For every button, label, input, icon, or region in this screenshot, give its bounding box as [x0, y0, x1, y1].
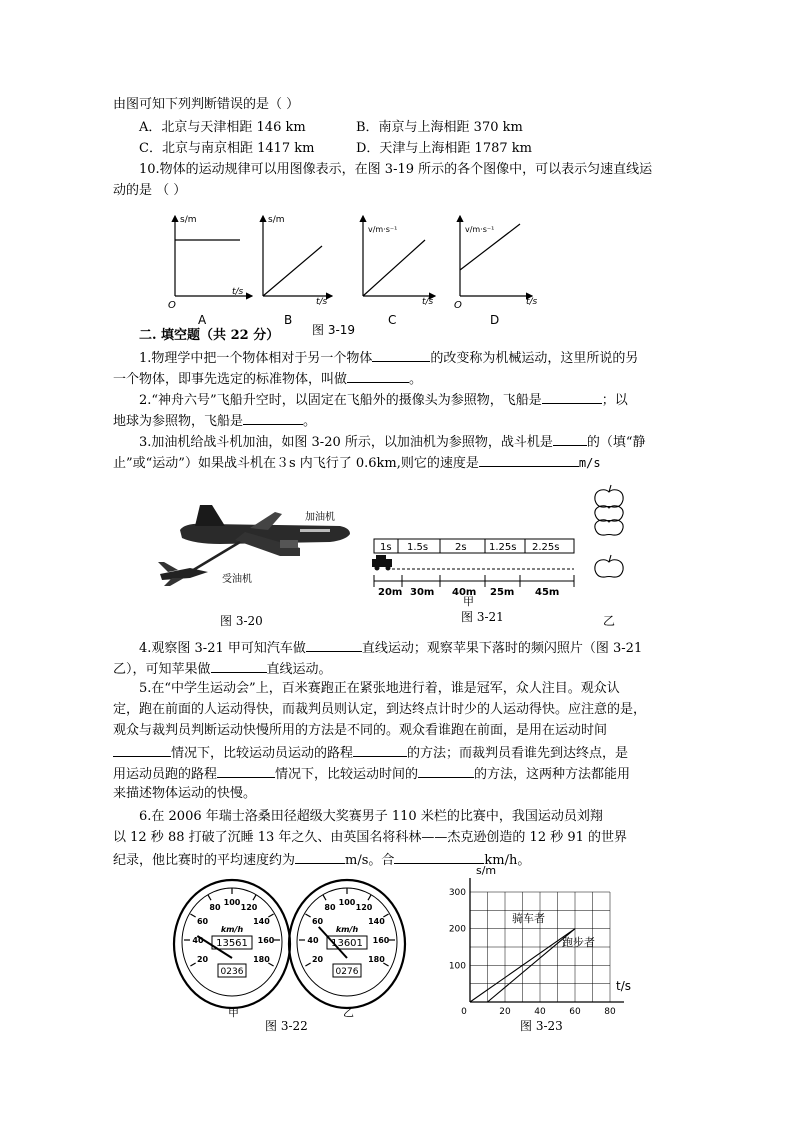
x-tick-label: 60: [569, 1007, 581, 1017]
q3-text-c: 止”或“运动”）如果战斗机在３s 内飞行了 0.6km,则它的速度是: [113, 456, 479, 471]
q2-text-a: 2.“神舟六号”飞船升空时，以固定在飞船外的摄像头为参照物，飞船是: [139, 393, 542, 408]
q5-text-4b: 的方法；而裁判员看谁先到达终点，是: [407, 746, 629, 761]
q5-line1: 5.在“中学生运动会”上，百米赛跑正在紧张地进行着，谁是冠军，众人注目。观众认: [139, 681, 620, 696]
y-tick-label: 300: [448, 888, 466, 898]
figure-3-22-caption: 图 3-22: [265, 1019, 308, 1033]
gauge-tick-label: 120: [355, 903, 373, 913]
gauge-tick-label: 120: [240, 903, 258, 913]
q3-text-a: 3.加油机给战斗机加油，如图 3-20 所示，以加油机为参照物，战斗机是: [139, 435, 553, 450]
q5-blank-2[interactable]: [353, 742, 407, 757]
q9-stem: 由图可知下列判断错误的是（ ）: [113, 97, 300, 112]
gauge-tick-label: 80: [209, 903, 221, 913]
q5-blank-4[interactable]: [418, 763, 474, 778]
q6-blank-1[interactable]: [295, 849, 345, 864]
gauge-unit: km/h: [335, 925, 359, 934]
gauge-tick-label: 100: [338, 898, 356, 907]
graph-d-xlabel: t/s: [526, 297, 538, 307]
gauge-tick-label: 180: [368, 955, 385, 964]
q9-option-b: B．南京与上海相距 370 km: [356, 120, 523, 135]
time-label: 1.5s: [407, 542, 429, 553]
q1-text-a: 1.物理学中把一个物体相对于另一个物体: [139, 351, 373, 366]
receiver-label: 受油机: [222, 574, 252, 585]
q5-text-5c: 的方法，这两种方法都能用: [474, 767, 631, 782]
graph-b-letter: B: [284, 313, 293, 327]
gauge-tick-label: 20: [311, 955, 324, 964]
gauge-tick-label: 20: [196, 955, 209, 964]
speedometer-b: [289, 880, 405, 1008]
graph-b-xlabel: t/s: [316, 297, 328, 307]
figure-3-21-sub-b: 乙: [603, 614, 616, 628]
q5-text-5a: 用运动员跑的路程: [113, 767, 218, 782]
gauge-tick-label: 40: [307, 936, 319, 945]
q3-line2: [113, 452, 601, 474]
apple-icon: [595, 520, 623, 535]
chart-y-axis-label: s/m: [476, 864, 497, 877]
origin-label: 0: [461, 1007, 467, 1017]
time-bar: [374, 539, 574, 553]
graph-a-ylabel: s/m: [180, 215, 197, 225]
q4-text-d: 直线运动。: [266, 662, 332, 677]
x-tick-label: 40: [534, 1007, 546, 1017]
figure-3-23: [430, 862, 650, 1022]
q1-text-c: 一个物体，即事先选定的标准物体，叫做: [113, 372, 348, 387]
graph-b: [263, 215, 332, 327]
q5-line6: 来描述物体运动的快慢。: [113, 786, 257, 801]
gauge-tick: [208, 895, 211, 900]
graph-c-ylabel: v/m·s⁻¹: [368, 225, 398, 234]
graph-c-letter: C: [388, 313, 397, 327]
gauge-tick-label: 80: [324, 903, 336, 913]
gauge-tick-label: 40: [192, 936, 204, 945]
graph-a-xlabel: t/s: [232, 287, 244, 297]
time-label: 2.25s: [532, 542, 560, 553]
q1-line1: [139, 347, 638, 369]
q3-blank-2[interactable]: [479, 452, 579, 467]
gauge-tick: [190, 963, 195, 966]
q1-blank-2[interactable]: [347, 368, 409, 383]
gauge-tick: [368, 895, 371, 900]
q4-text-a: 4.观察图 3-21 甲可知汽车做: [139, 641, 306, 656]
graph-a-origin: O: [168, 300, 176, 311]
speedometer-a-label: 甲: [228, 1006, 239, 1018]
graph-d: [454, 216, 538, 327]
graph-b-ylabel: s/m: [268, 215, 285, 225]
q6-text-3b: m/s。合: [345, 853, 395, 868]
q2-text-d: 。: [303, 414, 317, 429]
distance-label: 45m: [535, 587, 560, 598]
q3-text-d: m/s: [578, 456, 601, 470]
gauge-tick: [305, 963, 310, 966]
gauge-tick: [305, 914, 310, 917]
figure-3-20-caption: 图 3-20: [220, 614, 263, 628]
figure-3-21-caption: 图 3-21: [461, 610, 504, 624]
chart-grid: [470, 878, 624, 1002]
q10-line2: 动的是 （ ）: [113, 183, 187, 198]
q9-option-a: A．北京与天津相距 146 km: [139, 120, 306, 135]
time-label: 2s: [455, 542, 467, 553]
y-tick-label: 200: [448, 924, 466, 935]
q5-line2: 定，跑在前面的人运动得快，而裁判员则认定，到达终点计时少的人运动得快。应注意的是，: [113, 702, 647, 717]
q4-line2: [113, 658, 332, 680]
graph-a: [168, 215, 252, 327]
chart-ticks: [449, 888, 616, 1017]
graph-d-origin: O: [454, 300, 462, 311]
q5-text-4a: 情况下，比较运动员运动的路程: [171, 746, 354, 761]
gauge-tick: [190, 914, 195, 917]
trip-reading: 0236: [220, 967, 244, 977]
graph-d-letter: D: [490, 313, 500, 327]
gauge-tick: [323, 895, 326, 900]
gauge-tick-label: 160: [372, 936, 390, 945]
x-tick-label: 80: [604, 1007, 616, 1017]
q6-text-3c: km/h。: [484, 853, 531, 868]
chart-x-axis-label: t/s: [616, 979, 631, 993]
distance-label: 25m: [490, 587, 515, 598]
gauge-tick-label: 60: [311, 917, 324, 926]
q3-blank-1[interactable]: [553, 431, 587, 446]
q5-blank-3[interactable]: [217, 763, 275, 778]
figure-3-19-caption: 图 3-19: [312, 323, 356, 337]
graph-c: [363, 216, 435, 327]
q3-text-b: 的（填“静: [586, 435, 646, 450]
gauge-tick-label: 140: [368, 917, 385, 926]
time-label: 1.25s: [489, 542, 517, 553]
section-2-heading: 二. 填空题（共 22 分）: [139, 328, 280, 343]
x-tick-label: 20: [499, 1007, 511, 1017]
series-label-runner: 跑步者: [562, 936, 595, 949]
q1-text-b: 的改变称为机械运动，这里所说的另: [430, 351, 639, 366]
q4-text-c: 乙），可知苹果做: [113, 662, 211, 677]
time-label: 1s: [380, 542, 392, 553]
q9-option-c: C．北京与南京相距 1417 km: [139, 141, 315, 156]
q9-option-d: D．天津与上海相距 1787 km: [356, 141, 532, 156]
q1-text-d: 。: [409, 372, 423, 387]
graph-a-letter: A: [198, 313, 207, 327]
figure-3-20: [150, 500, 360, 630]
apple-icon: [595, 555, 623, 577]
gauge-tick-label: 160: [257, 936, 275, 945]
q6-line2: 以 12 秒 88 打破了沉睡 13 年之久、由英国名将科林——杰克逊创造的 12 秒 91 的世界: [113, 830, 628, 845]
q5-line4: [113, 742, 628, 764]
q4-blank-1[interactable]: [306, 637, 362, 652]
graph-d-ylabel: v/m·s⁻¹: [465, 225, 495, 234]
q4-text-b: 直线运动；观察苹果下落时的频闪照片（图 3-21: [361, 641, 643, 656]
figure-3-23-caption: 图 3-23: [520, 1019, 563, 1033]
q2-text-c: 地球为参照物，飞船是: [113, 414, 244, 429]
q2-blank-2[interactable]: [243, 410, 303, 425]
figure-3-19: [160, 208, 560, 343]
car-icon: [372, 555, 392, 571]
speedometer-a: [174, 880, 290, 1008]
distance-label: 20m: [378, 587, 403, 598]
apple-icon: [595, 485, 623, 507]
gauge-tick-label: 60: [196, 917, 209, 926]
series-label-cyclist: 骑车者: [512, 912, 545, 925]
q5-line3: 观众与裁判员判断运动快慢所用的方法是不同的。观众看谁跑在前面，是用在运动时间: [113, 723, 608, 738]
odometer-reading: 13601: [331, 938, 363, 949]
q2-blank-1[interactable]: [542, 389, 602, 404]
q2-line2: [113, 410, 316, 432]
tanker-label: 加油机: [305, 512, 335, 523]
gauge-tick: [253, 895, 256, 900]
graph-c-xlabel: t/s: [422, 297, 434, 307]
figure-3-21-b: [590, 480, 630, 610]
distance-label: 40m: [452, 587, 477, 598]
figure-3-22: [160, 878, 420, 1018]
figure-3-21-sub-a: 甲: [463, 595, 474, 608]
q1-blank-1[interactable]: [372, 347, 430, 362]
q5-blank-1[interactable]: [113, 742, 171, 757]
apple-icon: [595, 506, 623, 521]
q6-line1: 6.在 2006 年瑞士洛桑田径超级大奖赛男子 110 米栏的比赛中，我国运动员刘翔: [139, 809, 603, 824]
q4-blank-2[interactable]: [211, 658, 267, 673]
gauge-tick-label: 180: [253, 955, 270, 964]
q3-line1: [139, 431, 646, 453]
y-tick-label: 100: [448, 961, 466, 972]
q5-text-5b: 情况下，比较运动时间的: [275, 767, 419, 782]
gauge-tick-label: 140: [253, 917, 270, 926]
gauge-tick-label: 100: [223, 898, 241, 907]
odometer-reading: 13561: [216, 938, 248, 949]
q10-line1: 10.物体的运动规律可以用图像表示，在图 3-19 所示的各个图像中，可以表示匀速直线运: [139, 162, 653, 177]
q5-line5: [113, 763, 630, 785]
speedometer-b-label: 乙: [343, 1006, 354, 1018]
distance-label: 30m: [410, 587, 435, 598]
gauge-unit: km/h: [220, 925, 244, 934]
q6-text-3a: 纪录，他比赛时的平均速度约为: [113, 853, 296, 868]
q2-line1: [139, 389, 628, 411]
q1-line2: [113, 368, 422, 390]
figure-3-21-a: [370, 535, 580, 605]
trip-reading: 0276: [335, 967, 359, 977]
q4-line1: [139, 637, 642, 659]
q2-text-b: ；以: [601, 393, 628, 408]
